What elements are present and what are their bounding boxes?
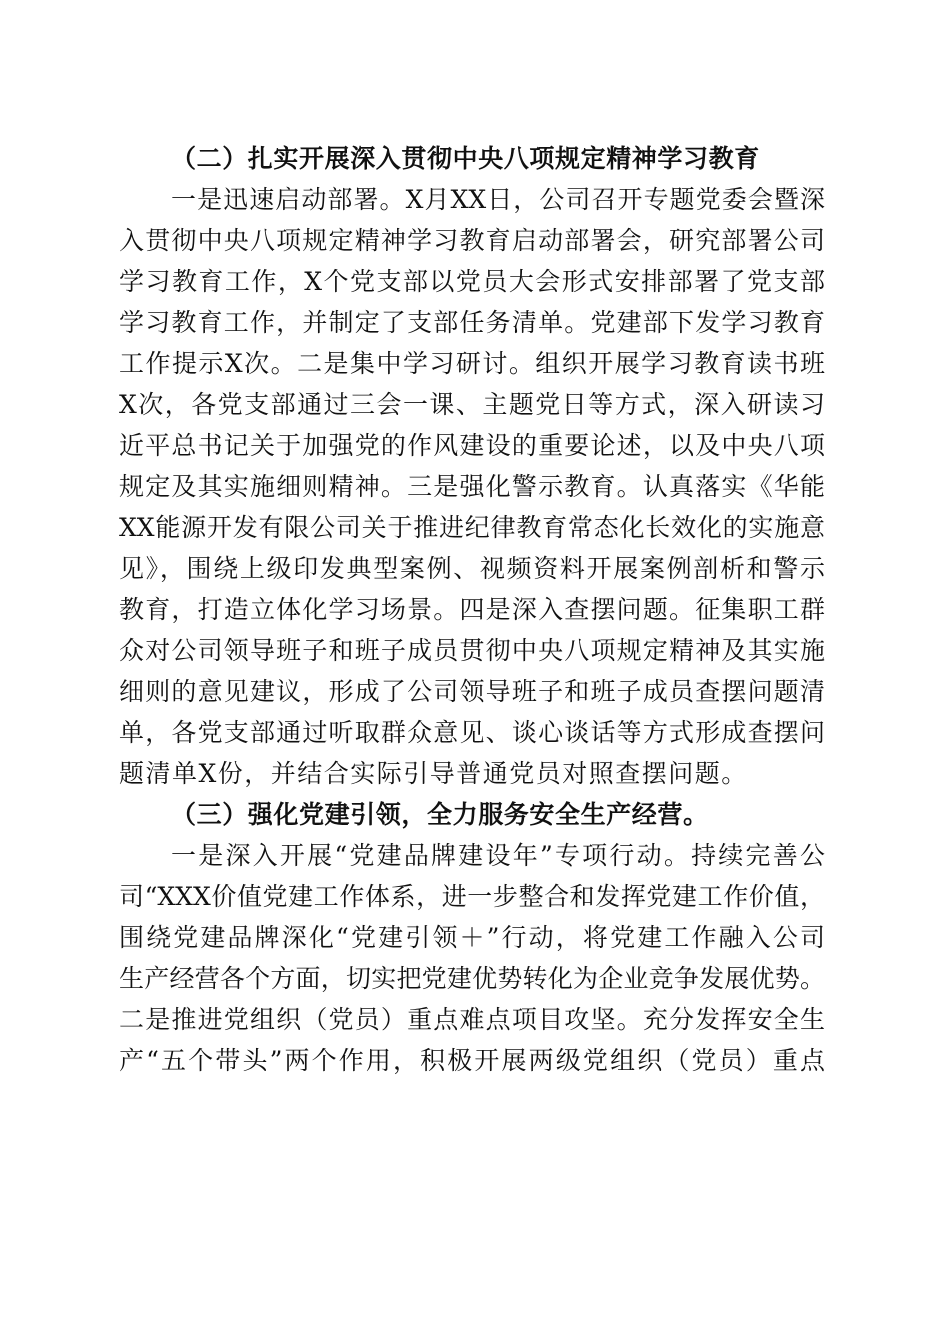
text-line: 教育，打造立体化学习场景。四是深入查摆问题。征集职工群 — [119, 595, 825, 624]
section-2-heading: （二）扎实开展深入贯彻中央八项规定精神学习教育 — [171, 144, 760, 173]
text-line: 一是迅速启动部署。X月XX日，公司召开专题党委会暨深 — [171, 185, 825, 214]
text-line: 司“XXX价值党建工作体系，进一步整合和发挥党建工作价值， — [119, 882, 825, 911]
text-line: 题清单X份，并结合实际引导普通党员对照查摆问题。 — [119, 759, 748, 788]
text-line: 生产经营各个方面，切实把党建优势转化为企业竞争发展优势。 — [119, 964, 825, 993]
document-body — [119, 138, 825, 1081]
text-line: 见》，围绕上级印发典型案例、视频资料开展案例剖析和警示 — [119, 554, 825, 583]
text-line: 规定及其实施细则精神。三是强化警示教育。认真落实《华能 — [119, 472, 825, 501]
text-line: X次，各党支部通过三会一课、主题党日等方式，深入研读习 — [119, 390, 825, 419]
text-line: 工作提示X次。二是集中学习研讨。组织开展学习教育读书班 — [119, 349, 825, 378]
section-3-heading: （三）强化党建引领，全力服务安全生产经营。 — [171, 800, 709, 829]
text-line: 二是推进党组织（党员）重点难点项目攻坚。充分发挥安全生 — [119, 1005, 825, 1034]
section-3-paragraph — [119, 835, 825, 1081]
text-line: 学习教育工作，并制定了支部任务清单。党建部下发学习教育 — [119, 308, 825, 337]
text-line: 入贯彻中央八项规定精神学习教育启动部署会，研究部署公司 — [119, 226, 825, 255]
section-2-paragraph — [119, 179, 825, 794]
text-line: 单，各党支部通过听取群众意见、谈心谈话等方式形成查摆问 — [119, 718, 825, 747]
text-line: XX能源开发有限公司关于推进纪律教育常态化长效化的实施意 — [119, 513, 825, 542]
text-line: 产“五个带头”两个作用，积极开展两级党组织（党员）重点 — [119, 1046, 825, 1075]
text-line: 围绕党建品牌深化“党建引领＋”行动，将党建工作融入公司 — [119, 923, 825, 952]
text-line: 细则的意见建议，形成了公司领导班子和班子成员查摆问题清 — [119, 677, 825, 706]
text-line: 众对公司领导班子和班子成员贯彻中央八项规定精神及其实施 — [119, 636, 825, 665]
text-line: 近平总书记关于加强党的作风建设的重要论述，以及中央八项 — [119, 431, 825, 460]
text-line: 学习教育工作，X个党支部以党员大会形式安排部署了党支部 — [119, 267, 825, 296]
text-line: 一是深入开展“党建品牌建设年”专项行动。持续完善公 — [171, 841, 825, 870]
